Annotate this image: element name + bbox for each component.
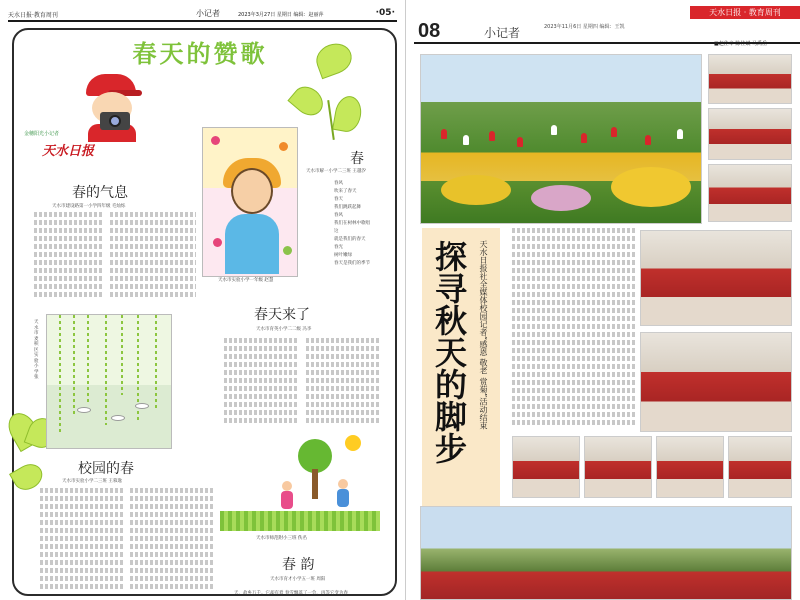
article-body-3a bbox=[224, 338, 298, 426]
photo-strip-2 bbox=[584, 436, 652, 498]
article-title-4: 校园的春 bbox=[78, 461, 134, 477]
logo-small-text: 金穗阳光小记者 bbox=[24, 131, 60, 137]
article-title-1: 春的气息 bbox=[72, 185, 128, 201]
article-byline-3: 天水市育英小学二二级 冯李 bbox=[256, 327, 312, 332]
page-number: 08 bbox=[418, 20, 441, 42]
article-title-2: 春 bbox=[350, 151, 364, 167]
article-body bbox=[512, 228, 636, 436]
article-body-3b bbox=[306, 338, 380, 426]
photo-strip-4 bbox=[728, 436, 792, 498]
article-byline-5: 天水市育才小学五一班 周阳 bbox=[270, 577, 326, 582]
photo-kids-writing bbox=[708, 54, 792, 104]
article-byline-4: 天水市实验小学二三班 王慕逸 bbox=[62, 479, 122, 484]
paper-banner: 天水日报 · 教育周刊 bbox=[690, 6, 800, 19]
headline: 探寻秋天的脚步 bbox=[430, 240, 468, 464]
child-drawing-tree-kids bbox=[220, 431, 380, 531]
section-name: 小记者 bbox=[196, 9, 220, 18]
article-byline-1: 天水市建设路第一小学四年级 毛灿烁 bbox=[52, 204, 126, 209]
child-drawing-willow-pond bbox=[46, 314, 172, 449]
article-body-4b bbox=[130, 488, 214, 594]
photographer-credits: ■赵佳辛 陈佳斌 马禹岳 bbox=[714, 41, 767, 47]
photo-kids-reading bbox=[708, 164, 792, 222]
child-drawing-girl bbox=[202, 127, 298, 277]
article-title-3: 春天来了 bbox=[254, 307, 310, 323]
photo-strip-3 bbox=[656, 436, 724, 498]
photo-classroom-speech bbox=[640, 332, 792, 432]
photo-nursing-home-visit bbox=[640, 230, 792, 326]
article-byline-2: 天水市解一小学二三班 王越汐 bbox=[306, 169, 366, 174]
poem-spring: 春风 吹来了春天 春天 我们跳跃起舞 春风 我们在树林中歌唱 这 就是我们的春天 春光 树叶嫩绿 春天是我们的季节 bbox=[334, 181, 370, 266]
bottom-text-line: 天，故乡万千。它却有着 春雪飘落了一会，再等它变为春 bbox=[234, 591, 348, 596]
photo-strip bbox=[512, 436, 792, 498]
brand-logo: 天水日报 bbox=[42, 144, 95, 159]
drawing-caption-3: 天水市师范附小三班 佚名 bbox=[256, 536, 307, 541]
right-newspaper-page bbox=[405, 0, 800, 600]
drawing-caption-1: 天水市实验小学一年级 赵慧 bbox=[218, 278, 274, 283]
headline-subtitle: 天水日报社全媒体校园记者“感恩 敬老 赏菊”活动结束 bbox=[479, 240, 488, 430]
article-body-4a bbox=[40, 488, 124, 594]
header-meta: 2023年3月27日 星期日 编辑：赵丽萍 bbox=[238, 12, 324, 18]
article-body-1b bbox=[110, 212, 196, 302]
main-photo-chrysanthemum-garden bbox=[420, 54, 702, 224]
photo-group-outdoor bbox=[420, 506, 792, 600]
article-title-5: 春 韵 bbox=[282, 557, 315, 573]
left-page-header bbox=[8, 8, 397, 22]
photo-kids-drawing bbox=[708, 108, 792, 160]
page-number: ·05· bbox=[375, 8, 395, 18]
reporter-mascot-illustration bbox=[78, 72, 148, 142]
paper-name: 天水日报·教育周刊 bbox=[8, 12, 58, 19]
article-body-1a bbox=[34, 212, 102, 302]
main-title: 春天的赞歌 bbox=[132, 39, 268, 68]
drawing-caption-2: 天水市麦积区实验小学 张 bbox=[34, 320, 39, 380]
photo-strip-1 bbox=[512, 436, 580, 498]
section-name: 小记者 bbox=[484, 26, 521, 40]
header-meta: 2023年11月6日 星期四 编辑：王凯 bbox=[544, 24, 625, 30]
